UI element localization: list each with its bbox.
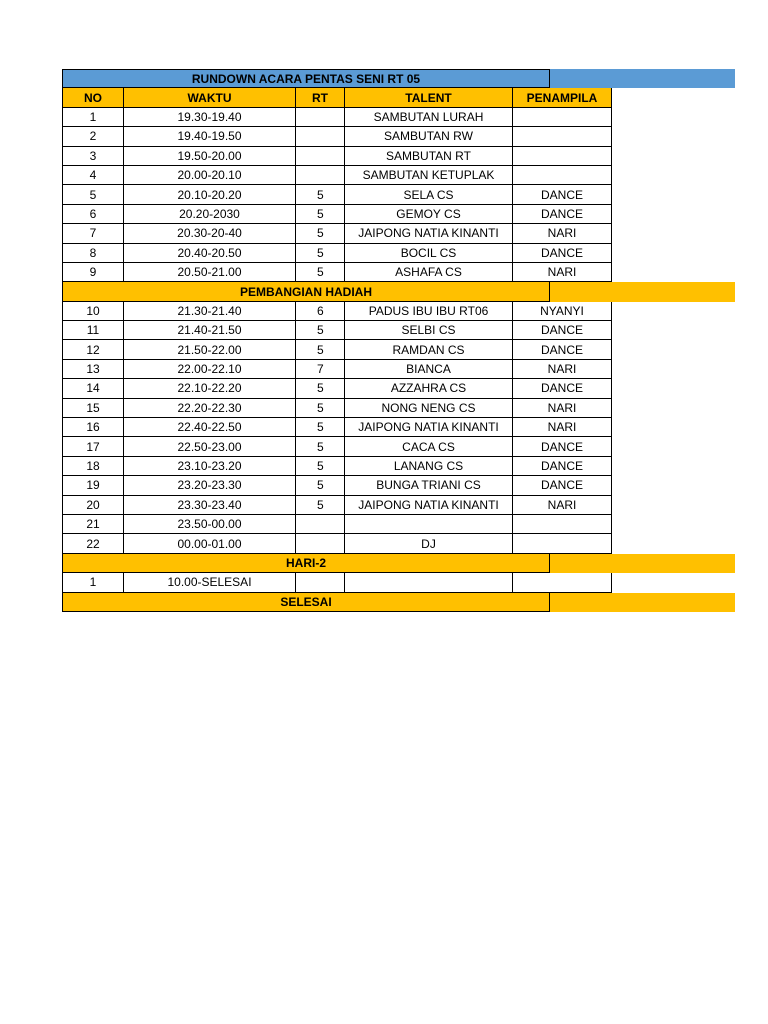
cell-waktu[interactable]: 20.30-20-40 <box>124 224 296 243</box>
cell-talent[interactable]: AZZAHRA CS <box>345 379 513 398</box>
cell-rt[interactable]: 5 <box>296 437 345 456</box>
cell-penampila[interactable]: DANCE <box>513 437 612 456</box>
cell-no[interactable]: 2 <box>62 127 124 146</box>
cell-rt[interactable]: 5 <box>296 244 345 263</box>
cell-rt[interactable]: 5 <box>296 379 345 398</box>
cell-penampila[interactable] <box>513 573 612 592</box>
cell-talent[interactable] <box>345 573 513 592</box>
cell-no[interactable]: 3 <box>62 147 124 166</box>
cell-no[interactable]: 1 <box>62 573 124 592</box>
cell-no[interactable]: 20 <box>62 496 124 515</box>
cell-penampila[interactable]: DANCE <box>513 379 612 398</box>
cell-waktu[interactable]: 21.50-22.00 <box>124 340 296 359</box>
cell-rt[interactable]: 5 <box>296 340 345 359</box>
cell-waktu[interactable]: 19.50-20.00 <box>124 147 296 166</box>
cell-rt[interactable]: 6 <box>296 302 345 321</box>
cell-talent[interactable]: SAMBUTAN KETUPLAK <box>345 166 513 185</box>
cell-no[interactable]: 12 <box>62 340 124 359</box>
cell-waktu[interactable]: 23.50-00.00 <box>124 515 296 534</box>
cell-penampila[interactable] <box>513 166 612 185</box>
cell-rt[interactable] <box>296 515 345 534</box>
cell-no[interactable]: 1 <box>62 108 124 127</box>
header-talent[interactable]: TALENT <box>345 88 513 107</box>
header-penampila[interactable]: PENAMPILA <box>513 88 612 107</box>
cell-waktu[interactable]: 23.20-23.30 <box>124 476 296 495</box>
cell-waktu[interactable]: 20.50-21.00 <box>124 263 296 282</box>
cell-rt[interactable]: 7 <box>296 360 345 379</box>
cell-waktu[interactable]: 20.10-20.20 <box>124 185 296 204</box>
cell-rt[interactable] <box>296 573 345 592</box>
cell-penampila[interactable]: DANCE <box>513 476 612 495</box>
cell-no[interactable]: 11 <box>62 321 124 340</box>
cell-no[interactable]: 13 <box>62 360 124 379</box>
cell-waktu[interactable]: 22.10-22.20 <box>124 379 296 398</box>
cell-rt[interactable] <box>296 534 345 553</box>
cell-penampila[interactable] <box>513 108 612 127</box>
cell-no[interactable]: 19 <box>62 476 124 495</box>
cell-talent[interactable]: SELBI CS <box>345 321 513 340</box>
cell-rt[interactable]: 5 <box>296 321 345 340</box>
cell-rt[interactable] <box>296 108 345 127</box>
cell-penampila[interactable] <box>513 127 612 146</box>
cell-penampila[interactable]: NARI <box>513 496 612 515</box>
cell-talent[interactable]: JAIPONG NATIA KINANTI <box>345 224 513 243</box>
cell-no[interactable]: 18 <box>62 457 124 476</box>
cell-waktu[interactable]: 21.40-21.50 <box>124 321 296 340</box>
cell-rt[interactable]: 5 <box>296 205 345 224</box>
cell-no[interactable]: 4 <box>62 166 124 185</box>
cell-penampila[interactable]: NARI <box>513 418 612 437</box>
header-no[interactable]: NO <box>62 88 124 107</box>
cell-rt[interactable] <box>296 166 345 185</box>
cell-rt[interactable]: 5 <box>296 185 345 204</box>
cell-talent[interactable]: CACA CS <box>345 437 513 456</box>
sheet-title[interactable]: RUNDOWN ACARA PENTAS SENI RT 05 <box>191 71 421 86</box>
cell-talent[interactable]: BOCIL CS <box>345 244 513 263</box>
cell-talent[interactable]: RAMDAN CS <box>345 340 513 359</box>
cell-no[interactable]: 5 <box>62 185 124 204</box>
cell-no[interactable]: 21 <box>62 515 124 534</box>
cell-penampila[interactable]: DANCE <box>513 185 612 204</box>
header-rt[interactable]: RT <box>296 88 345 107</box>
cell-waktu[interactable]: 22.40-22.50 <box>124 418 296 437</box>
cell-talent[interactable]: ASHAFA CS <box>345 263 513 282</box>
cell-talent[interactable]: BIANCA <box>345 360 513 379</box>
section-title-selesai[interactable]: SELESAI <box>280 595 332 610</box>
cell-penampila[interactable] <box>513 515 612 534</box>
cell-talent[interactable]: SAMBUTAN RT <box>345 147 513 166</box>
cell-talent[interactable]: JAIPONG NATIA KINANTI <box>345 496 513 515</box>
cell-talent[interactable]: GEMOY CS <box>345 205 513 224</box>
cell-penampila[interactable]: DANCE <box>513 205 612 224</box>
cell-no[interactable]: 14 <box>62 379 124 398</box>
section-title-hari2[interactable]: HARI-2 <box>285 556 326 571</box>
cell-penampila[interactable]: DANCE <box>513 244 612 263</box>
cell-penampila[interactable]: NARI <box>513 360 612 379</box>
cell-waktu[interactable]: 21.30-21.40 <box>124 302 296 321</box>
cell-talent[interactable]: PADUS IBU IBU RT06 <box>345 302 513 321</box>
cell-waktu[interactable]: 23.30-23.40 <box>124 496 296 515</box>
cell-rt[interactable]: 5 <box>296 263 345 282</box>
cell-talent[interactable]: JAIPONG NATIA KINANTI <box>345 418 513 437</box>
cell-no[interactable]: 7 <box>62 224 124 243</box>
cell-penampila[interactable] <box>513 147 612 166</box>
cell-talent[interactable]: LANANG CS <box>345 457 513 476</box>
cell-penampila[interactable]: NARI <box>513 263 612 282</box>
cell-talent[interactable] <box>345 515 513 534</box>
cell-rt[interactable]: 5 <box>296 457 345 476</box>
header-waktu[interactable]: WAKTU <box>124 88 296 107</box>
cell-rt[interactable] <box>296 127 345 146</box>
cell-no[interactable]: 9 <box>62 263 124 282</box>
cell-rt[interactable]: 5 <box>296 399 345 418</box>
cell-no[interactable]: 6 <box>62 205 124 224</box>
cell-no[interactable]: 8 <box>62 244 124 263</box>
cell-rt[interactable] <box>296 147 345 166</box>
cell-waktu[interactable]: 00.00-01.00 <box>124 534 296 553</box>
cell-waktu[interactable]: 20.40-20.50 <box>124 244 296 263</box>
cell-no[interactable]: 17 <box>62 437 124 456</box>
cell-waktu[interactable]: 22.20-22.30 <box>124 399 296 418</box>
cell-no[interactable]: 22 <box>62 534 124 553</box>
cell-waktu[interactable]: 23.10-23.20 <box>124 457 296 476</box>
cell-talent[interactable]: SAMBUTAN RW <box>345 127 513 146</box>
cell-talent[interactable]: SELA CS <box>345 185 513 204</box>
cell-penampila[interactable]: DANCE <box>513 321 612 340</box>
cell-waktu[interactable]: 20.20-2030 <box>124 205 296 224</box>
cell-talent[interactable]: BUNGA TRIANI CS <box>345 476 513 495</box>
cell-rt[interactable]: 5 <box>296 476 345 495</box>
cell-talent[interactable]: DJ <box>345 534 513 553</box>
cell-talent[interactable]: NONG NENG CS <box>345 399 513 418</box>
cell-no[interactable]: 16 <box>62 418 124 437</box>
cell-waktu[interactable]: 10.00-SELESAI <box>124 573 296 592</box>
cell-no[interactable]: 15 <box>62 399 124 418</box>
cell-penampila[interactable]: DANCE <box>513 340 612 359</box>
cell-waktu[interactable]: 19.30-19.40 <box>124 108 296 127</box>
section-title-hadiah[interactable]: PEMBANGIAN HADIAH <box>240 284 372 299</box>
cell-waktu[interactable]: 19.40-19.50 <box>124 127 296 146</box>
cell-waktu[interactable]: 20.00-20.10 <box>124 166 296 185</box>
cell-waktu[interactable]: 22.50-23.00 <box>124 437 296 456</box>
cell-penampila[interactable]: NYANYI <box>513 302 612 321</box>
cell-penampila[interactable]: NARI <box>513 224 612 243</box>
cell-waktu[interactable]: 22.00-22.10 <box>124 360 296 379</box>
cell-talent[interactable]: SAMBUTAN LURAH <box>345 108 513 127</box>
cell-penampila[interactable]: DANCE <box>513 457 612 476</box>
cell-rt[interactable]: 5 <box>296 418 345 437</box>
cell-rt[interactable]: 5 <box>296 224 345 243</box>
cell-no[interactable]: 10 <box>62 302 124 321</box>
cell-rt[interactable]: 5 <box>296 496 345 515</box>
cell-penampila[interactable] <box>513 534 612 553</box>
cell-penampila[interactable]: NARI <box>513 399 612 418</box>
